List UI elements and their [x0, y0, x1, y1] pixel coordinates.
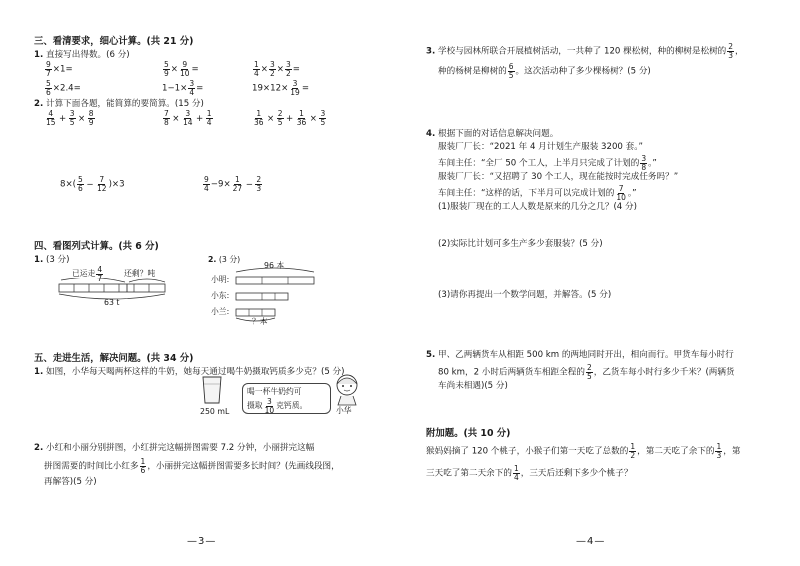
row-label-xiaodong: 小东: — [211, 291, 230, 300]
expr-2-4: 8×( $\frac{5}{6}$ − $\frac{7}{12}$ )×3 — [60, 175, 125, 193]
q3-line-1: 3. 学校与园林所联合开展植树活动，一共种了 120 棵松树，种的柳树是松树的 $\frac{2}{3}$ ， — [426, 42, 744, 60]
page-number-left: —3— — [187, 536, 217, 547]
q4-dialog-3: 服装厂厂长：“又招聘了 30 个工人，现在能按时完成任务吗？” — [438, 172, 679, 182]
q4-sub-2: (2)实际比计划可多生产多少套服装？(5 分) — [438, 239, 603, 249]
q4-dialog-2: 车间主任：“全厂 50 个工人，上半月只完成了计划的 $\frac{3}{8}$ 。” — [438, 154, 657, 172]
question-number: 2. — [34, 99, 44, 109]
expr-1-5: 1−1× $\frac{3}{4}$ = — [162, 79, 204, 97]
section-5-header: 五、走进生活，解决问题。(共 34 分) — [34, 353, 194, 364]
bubble-line-1: 喝一杯牛奶约可 — [247, 387, 302, 396]
expr-2-5: $\frac{9}{4}$ −9× $\frac{1}{27}$ − $\frac{2}{3}$ — [204, 175, 262, 193]
milk-cup-icon — [200, 375, 224, 405]
q4-sub-1: (1)服装厂现在的工人人数是原来的几分之几？(4 分) — [438, 202, 637, 212]
q5-line-1: 5. 甲、乙两辆货车从相距 500 km 的两地同时开出，相向而行。甲货车每小时行 — [426, 350, 734, 360]
row-label-xiaoming: 小明: — [211, 275, 230, 284]
girl-name: 小华 — [336, 406, 352, 415]
question-number: 1. — [34, 50, 44, 60]
q5-line-2: 80 km，2 小时后两辆货车相距全程的 $\frac{2}{5}$ ，乙货车每小时行多少千米？(两辆货 — [438, 363, 735, 381]
q4-dialog-4: 车间主任：“这样的话，下半月可以完成计划的 $\frac{7}{10}$ 。” — [438, 184, 637, 202]
expr-1-1: $\frac{9}{7}$ ×1= — [46, 60, 73, 78]
remain-label: 还剩？吨 — [124, 269, 156, 278]
expr-2-3: $\frac{1}{36}$ × $\frac{2}{5}$ + $\frac{1}{36}$ × $\frac{3}{5}$ — [254, 109, 326, 127]
sec4-q1-stem: 1. (3 分) — [34, 255, 70, 265]
shipped-label: 已运走 $\frac{4}{7}$ — [72, 265, 103, 283]
section-4-header: 四、看图列式计算。(共 6 分) — [34, 241, 159, 252]
segment-bars-2 — [232, 266, 322, 328]
bubble-line-2: 摄取 $\frac{3}{10}$ 克钙质。 — [247, 397, 308, 415]
sec5-q2-line-1: 2. 小红和小丽分别拼图，小红拼完这幅拼图需要 7.2 分钟，小丽拼完这幅 — [34, 443, 315, 453]
question-2-stem — [34, 99, 204, 109]
sec4-q2-stem: 2. (3 分) — [208, 255, 241, 264]
sec5-q2-line-3: 再解答)(5 分) — [44, 477, 97, 487]
bonus-line-1: 猴妈妈摘了 120 个桃子，小猴子们第一天吃了总数的 $\frac{1}{2}$ ，第二天吃了余下的 $\frac{1}{3}$ ，第 — [426, 442, 741, 460]
girl-avatar-icon — [332, 372, 362, 406]
expr-1-4: $\frac{5}{6}$ ×2.4= — [46, 79, 81, 97]
q5-line-3: 车尚未相遇)(5 分) — [438, 381, 508, 391]
unknown-books-label: ？本 — [252, 317, 268, 326]
sec5-q1-stem: 1. 如图，小华每天喝两杯这样的牛奶，她每天通过喝牛奶摄取钙质多少克？(5 分) — [34, 367, 345, 377]
section-3-header: 三、看清要求，细心计算。(共 21 分) — [34, 36, 194, 47]
sec5-q2-line-2: 拼图需要的时间比小红多 $\frac{1}{6}$ ，小丽拼完这幅拼图需要多长时间？(先画线段图， — [44, 457, 340, 475]
question-text: 计算下面各题，能简算的要简算。(15 分) — [45, 99, 204, 109]
row-label-xiaolan: 小兰: — [211, 307, 230, 316]
page-number-right: —4— — [576, 536, 606, 547]
q4-dialog-1: 服装厂厂长：“2021 年 4 月计划生产服装 3200 套。” — [438, 142, 643, 152]
expr-2-1: $\frac{4}{15}$ + $\frac{3}{5}$ × $\frac{8}{9}$ — [46, 109, 94, 127]
expr-1-2: $\frac{5}{9}$ × $\frac{9}{10}$ = — [164, 60, 199, 78]
expr-1-6: 19×12× $\frac{3}{19}$ = — [252, 79, 310, 97]
expr-2-2: $\frac{7}{8}$ × $\frac{3}{14}$ + $\frac{1}{4}$ — [164, 109, 212, 127]
question-text: 直接写出得数。(6 分) — [45, 50, 130, 60]
total-books-label: 96 本 — [264, 261, 285, 270]
bonus-header: 附加题。(共 10 分) — [426, 428, 511, 439]
q4-sub-3: (3)请你再提出一个数学问题，并解答。(5 分) — [438, 290, 612, 300]
total-label: 63 t — [104, 298, 120, 307]
bonus-line-2: 三天吃了第二天余下的 $\frac{1}{4}$ ，三天后还剩下多少个桃子？ — [426, 464, 633, 482]
q3-line-2: 种的杨树是柳树的 $\frac{6}{5}$ 。这次活动种了多少棵杨树？(5 分) — [438, 62, 651, 80]
expr-1-3: $\frac{1}{4}$ × $\frac{3}{2}$ × $\frac{3}{2}$ = — [254, 60, 300, 78]
question-1-stem — [34, 50, 130, 60]
q4-intro: 4. 根据下面的对话信息解决问题。 — [426, 129, 559, 139]
milk-volume-label: 250 mL — [200, 407, 230, 416]
